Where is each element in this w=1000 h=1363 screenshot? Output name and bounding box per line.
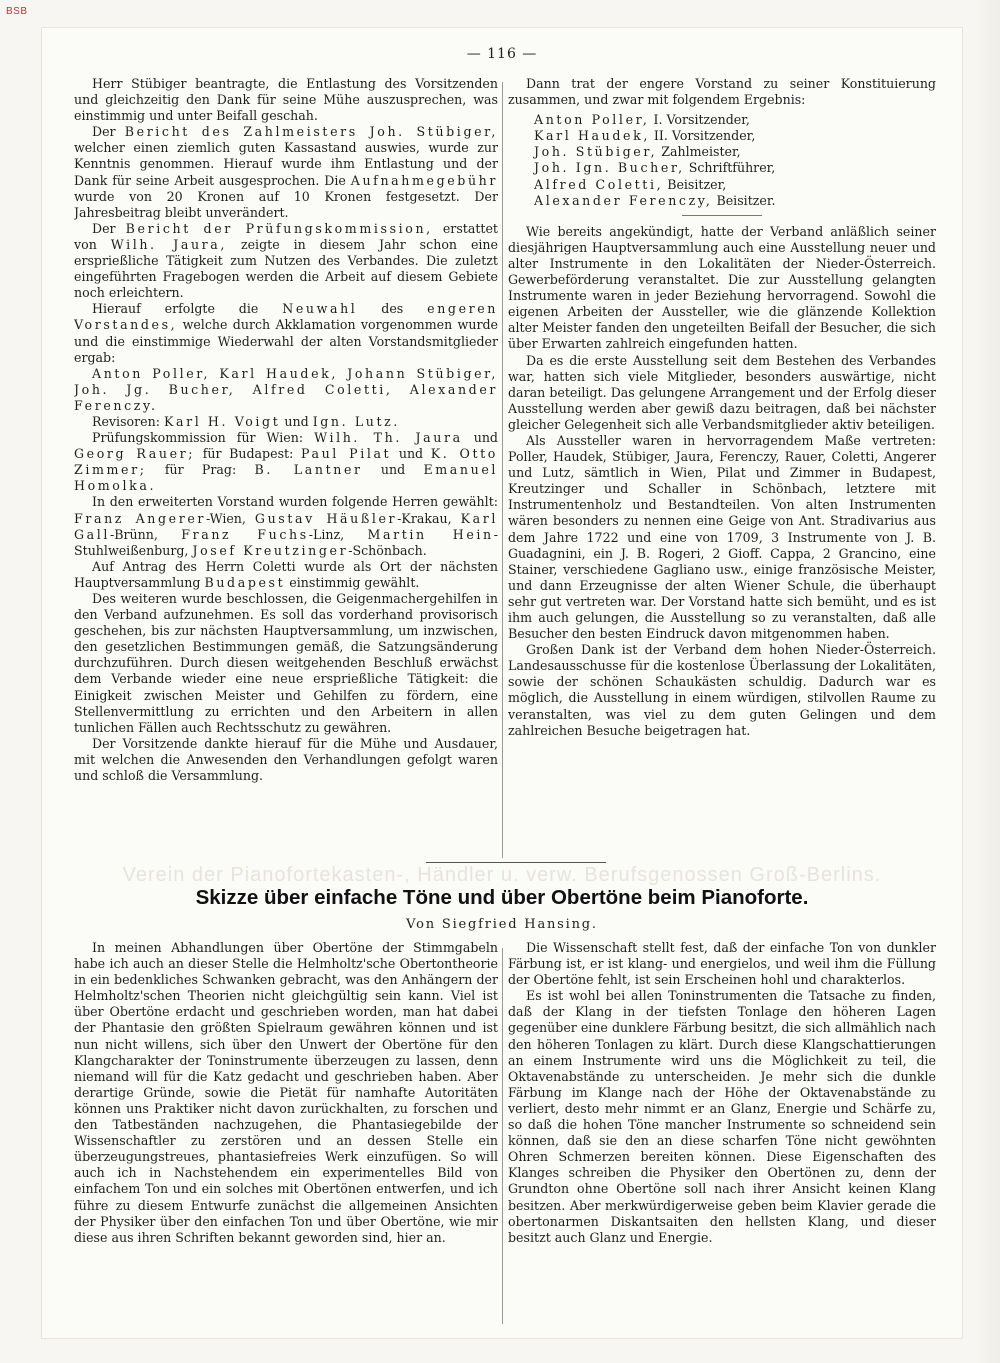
article-paragraph: In meinen Abhandlungen über Obertöne der Stimmgabeln habe ich auch an dieser Stelle die Helmholtz'sche Obertontheorie in ein bedenkliches Schwanken gebracht, was den Anhängern der Helmholtz'schen Theorien nicht gleichgültig sein kann. Viel ist über Obertöne erdacht und geschrieben worden, man hat dabei der Phantasie den größten Spielraum gewähren können und ist nun nicht willens, sich über den Unwert der Obertöne für den Klangcharakter der Toninstrumente überzeugen zu lassen, denn niemand will für die Katz gedacht und geschrieben haben. Aber derartige Gründe, sowie die Pietät für namhafte Autoritäten können uns Praktiker nicht davon zurückhalten, zu forschen und den Tatbeständen nachzugehen, die Phantasiegebilde der Wissenschaftler zu zerstören und an dessen Stelle ein überzeugungstreues, phantasiefreies Werk einzufügen. So will auch ich in Nachstehendem ein experimentelles Bild von einfachem Ton und ein solches mit Obertönen entwerfen, und ich führe zu diesem Entwurfe zunächst die allgemeinen Ansichten der Physiker über den einfachen Ton und über Obertöne, wie mir diese aus ihren Schriften bekannt geworden sind, hier an. xyxy=(74,940,498,1245)
paragraph-exhibitors: Als Aussteller waren in hervorragendem Maße vertreten: Poller, Haudek, Stübiger, Jaura, Ferenczy, Rauer, Coletti, Angerer und Lutz, sämtlich in Wien, Pilat und Zimmer in Budapest, Kreutzinger und Schaller in Schönbach, letztere mit Instrumentenholz und Bestandteilen. Von alten Instrumenten wären besonders zu nennen eine Geige von Ant. Stradivarius aus dem Jahre 1722 und eine von 1709, 3 Instrumente von J. B. Guadagnini, ein J. B. Rogeri, 2 Gioff. Cappa, 2 Grancino, eine Stainer, verschiedene Gagliano usw., einige französische Meister, und dann Erzeugnisse der alten Wiener Schule, die überhaupt sehr gut vertreten war. Der Vorstand hatte sich bemüht, und es ist ihm auch gelungen, die Ausstellung so zu veranstalten, daß alle Besucher den besten Eindruck davon mitgenommen haben. xyxy=(508,432,936,642)
article-author: Von Siegfried Hansing. xyxy=(406,917,598,932)
spaced-heading-audit: Bericht der Prüfungskommission, xyxy=(125,220,433,236)
article-title: Skizze über einfache Töne und über Obertöne beim Pianoforte. xyxy=(195,886,809,909)
paragraph-thanks: Großen Dank ist der Verband dem hohen Nieder-Österreich. Landesausschusse für die kostenlose Überlassung der Lokalitäten, sowie der schönen Schaukästen schuldig. Dadurch war es möglich, die Ausstellung in einem würdigen, stilvollen Raume zu veranstalten, was viel zu dem guten Gelingen und dem zahlreichen Besuche beigetragen hat. xyxy=(508,642,936,738)
paragraph-elected-members: Anton Poller, Karl Haudek, Johann Stübiger, Joh. Jg. Bucher, Alfred Coletti, Alexander Ferenczy. xyxy=(74,365,498,413)
section-divider xyxy=(426,862,606,863)
paragraph-discharge: Herr Stübiger beantragte, die Entlastung des Vorsitzenden und gleichzeitig den Dank für seine Mühe auszusprechen, was einstimmig und unter Beifall geschah. xyxy=(74,76,498,124)
spaced-heading-treasurer: Bericht des Zahlmeisters Joh. Stübiger, xyxy=(124,124,498,140)
right-column-exhibition xyxy=(508,76,936,836)
paragraph-election: Hierauf erfolgte die Neuwahl des engeren Vorstandes, welche durch Akklamation vorgenommen wurde und die einstimmige Wiederwahl der alten Vorstandsmitglieder ergab: xyxy=(74,301,498,365)
short-divider xyxy=(682,215,762,216)
officer-list xyxy=(508,112,936,209)
column-divider-bottom xyxy=(502,948,503,1324)
paragraph-closing: Der Vorsitzende dankte hierauf für die Mühe und Ausdauer, mit welchen die Anwesenden den Verhandlungen gefolgt waren und schloß die Versammlung. xyxy=(74,735,498,784)
scan-edge xyxy=(974,0,1000,1363)
paragraph-next-meeting: Auf Antrag des Herrn Coletti wurde als Ort der nächsten Hauptversammlung Budapest einstimmig gewählt. xyxy=(74,558,498,590)
paragraph-constitution: Dann trat der engere Vorstand zu seiner Konstituierung zusammen, und zwar mit folgendem Ergebnis: xyxy=(508,76,936,108)
spaced-term-fee: Aufnahmegebühr xyxy=(350,172,498,188)
article-paragraph: Es ist wohl bei allen Toninstrumenten die Tatsache zu finden, daß der Klang in der tiefsten Tonlage den höheren Lagen gegenüber eine dunklere Färbung besitzt, die sich allmählich nach den höheren Tonlagen zu klärt. Durch diese Klangschattierungen an einem Instrumente wird uns die Möglichkeit zu teil, die Oktavenabstände zu unterscheiden. Je mehr sich die dunkle Färbung im Klange nach der Höhe der Oktavenabstände zu verliert, desto mehr nimmt er an Glanz, Energie und Schärfe zu, so daß die hohen Töne mancher Instrumente so schneidend sein können, daß sie den an diese scharfen Töne nicht gewöhnten Ohren Schmerzen bereiten können. Diese Eigenschaften des Klanges schreiben die Physiker den Obertönen zu, denn der Grundton ohne Obertöne soll nach ihrer Ansicht keinen Klang besitzen. Aber merkwürdigerweise geben beim Klavier gerade die obertonarmen Diskantsaiten den hellsten Klang, und dieser besitzt auch Glanz und Energie. xyxy=(508,988,936,1245)
paragraph-auditors: Revisoren: Karl H. Voigt und Ign. Lutz. xyxy=(92,413,401,429)
paragraph-extended-board: In den erweiterten Vorstand wurden folgende Herren gewählt: Franz Angerer-Wien, Gustav Häußler-Krakau, Karl Gall-Brünn, Franz Fuchs-Linz, Martin Hein-Stuhlweißenburg, Josef Kreutzinger-Schönbach. xyxy=(74,494,498,558)
page-number: — 116 — xyxy=(466,46,538,62)
paragraph-assistants: Des weiteren wurde beschlossen, die Geigenmachergehilfen in den Verband aufzunehmen. Es soll das vorderhand provisorisch geschehen, bis zur nächsten Hauptversammlung, um inzwischen, den gesetzlichen Bestimmungen gemäß, die Satzungsänderung durchzuführen. Durch diesen weitgehenden Beschluß erwächst dem Verbande wieder eine neue ersprießliche Tätigkeit: die Einigkeit zwischen Meister und Gehilfen zu fördern, eine Stellenvermittlung zu errichten und den Arbeitern in allen tunlichen Fällen auch Rechtsschutz zu gewähren. xyxy=(74,591,498,735)
article-left-column xyxy=(74,940,498,1330)
paragraph-exhibition-intro: Wie bereits angekündigt, hatte der Verband anläßlich seiner diesjährigen Hauptversammlung auch eine Ausstellung neuer und alter Instrumente in den Lokalitäten der Nieder-Österreich. Gewerbeförderung veranstaltet. Die zur Ausstellung gelangten Instrumente waren in jeder Beziehung hervorragend. Sowohl die eigenen Arbeiten der Aussteller, wie die glänzende Kollektion alter Meister fanden den ungeteilten Beifall der Besucher, die sich über Erwarten zahlreich eingefunden hatten. xyxy=(508,223,936,352)
officer-item: Karl Haudek, II. Vorsitzender, xyxy=(534,128,756,144)
officer-item: Anton Poller, I. Vorsitzender, xyxy=(534,112,750,128)
column-divider-top xyxy=(502,82,503,858)
spaced-name-jaura: Wilh. Jaura, xyxy=(110,236,228,252)
library-stamp: BSB xyxy=(6,6,28,17)
article-right-column xyxy=(508,940,936,1330)
officer-item: Joh. Stübiger, Zahlmeister, xyxy=(534,144,741,160)
paragraph-first-exhibition: Da es die erste Ausstellung seit dem Bestehen des Verbandes war, hatten sich viele Mitglieder, besonders auswärtige, nicht daran beteiligt. Das gelungene Arrangement und der Erfolg dieser Ausstellung werden aber gewiß dazu beitragen, daß bei nächster gleicher Gelegenheit sich alle Verbandsmitglieder aktiv beteiligen. xyxy=(508,352,936,432)
article-paragraph: Die Wissenschaft stellt fest, daß der einfache Ton von dunkler Färbung ist, er ist klang- und energielos, und weil ihm die Füllung der Obertöne fehlt, ist sein Erscheinen hohl und charakterlos. xyxy=(508,940,936,988)
paragraph-treasurer-report: Der Bericht des Zahlmeisters Joh. Stübiger, welcher einen ziemlich guten Kassastand auswies, wurde zur Kenntnis genommen. Hierauf wurde ihm Entlastung und der Dank für seine Arbeit ausgesprochen. Die Aufnahmegebühr wurde von 20 Kronen auf 10 Kronen festgesetzt. Der Jahresbeitrag bleibt unverändert. xyxy=(74,124,498,220)
officer-item: Joh. Ign. Bucher, Schriftführer, xyxy=(534,160,776,176)
left-column-meeting-report xyxy=(74,76,498,836)
bleed-through-text: Verein der Pianofortekasten-, Händler u. verw. Berufsgenossen Groß-Berlins. xyxy=(122,864,882,886)
paragraph-audit-commission: Prüfungskommission für Wien: Wilh. Th. Jaura und Georg Rauer; für Budapest: Paul Pilat und K. Otto Zimmer; für Prag: B. Lantner und Emanuel Homolka. xyxy=(74,430,498,494)
officer-item: Alfred Coletti, Beisitzer, xyxy=(534,176,727,192)
officer-item: Alexander Ferenczy, Beisitzer. xyxy=(534,192,776,208)
paragraph-audit-report: Der Bericht der Prüfungskommission, erstattet von Wilh. Jaura, zeigte in diesem Jahr schon eine ersprießliche Tätigkeit zum Nutzen des Verbandes. Die zuletzt eingeführten Fragebogen werden die Arbeit auf diesem Gebiete noch erleichtern. xyxy=(74,220,498,301)
page xyxy=(42,28,962,1338)
